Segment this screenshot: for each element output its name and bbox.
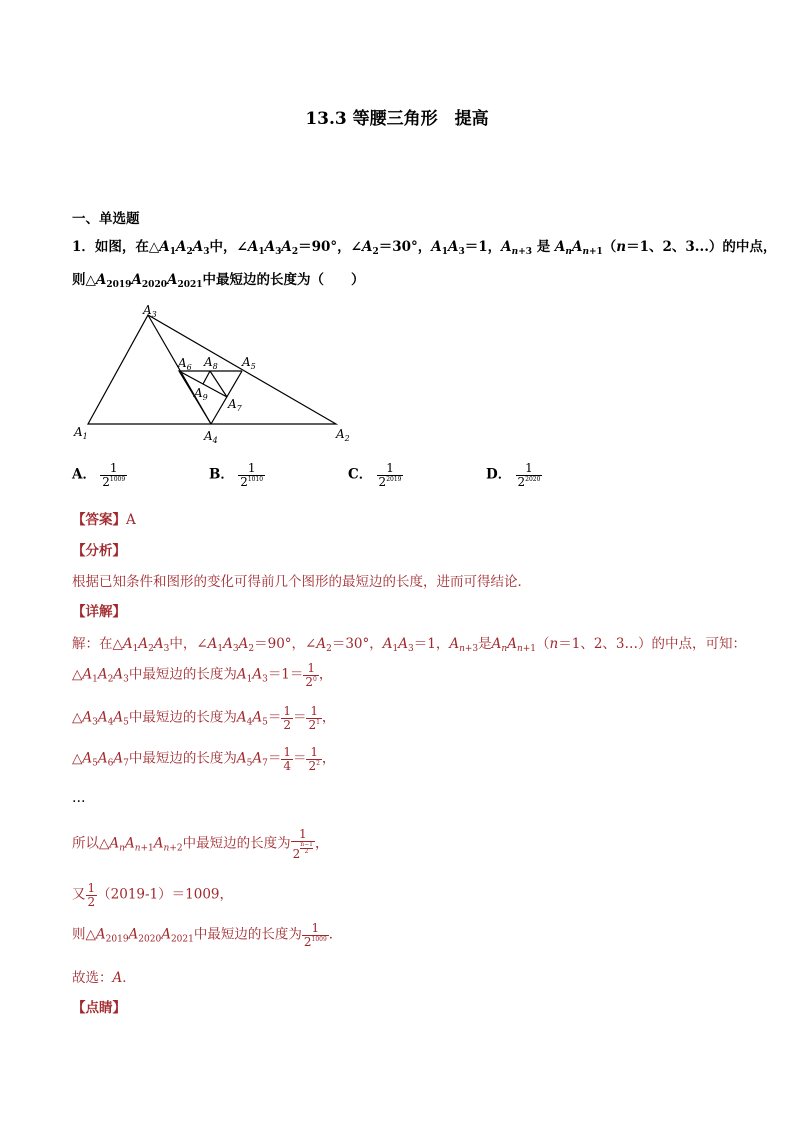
analysis-tag: 【分析】 (72, 543, 126, 559)
triangle-figure (70, 300, 370, 450)
section-heading: 一、单选题 (72, 211, 140, 227)
label-a7: $A_7$ (228, 397, 242, 413)
option-a[interactable]: A． $\frac{1}{2^{1009}}$ (72, 461, 126, 489)
segment-a8a7 (210, 371, 227, 397)
label-a3: $A_3$ (143, 303, 157, 319)
detail-line-2: $\triangle A_1A_2A_3$中最短边的长度为$A_1A_3=1=$ $\frac{1}{2^0}$ ， (72, 661, 333, 689)
detail-line-3: $\triangle A_3A_4A_5$中最短边的长度为$A_4A_5=$ $\frac{1}{2}$ ＝ $\frac{1}{2^1}$ ， (72, 704, 336, 732)
answer-value: A (126, 512, 136, 528)
detail-line-7: 则$\triangle A_{2019}A_{2020}A_{2021}$中最短边的长度为 $\frac{1}{2^{1009}}$ ． (72, 921, 343, 949)
question-line-2: 则$\triangle A_{2019}A_{2020}A_{2021}$中最短边的长度为（ ） (72, 272, 365, 290)
question-line-1: 1．如图，在$\triangle A_1A_2A_3$中，$\angle A_1A_3A_2=90^\circ$，$\angle A_2=30^\circ$，$A_1A_3=1$，$A_{n+3}$ 是 $A_nA_{n+1}(n=1$、2、3...）的中点， (72, 239, 777, 257)
detail-line-6: 又 $\frac{1}{2}$ （2019-1）＝1009， (72, 881, 234, 909)
detail-line-1: 解：在$\triangle A_1A_2A_3$中，$\angle A_1A_3A_2=90^\circ$，$\angle A_2=30^\circ$，$A_1A_3=1$，$A_{n+3}$是$A_nA_{n+1}(n=1$、2、3…）的中点，可知： (72, 636, 747, 654)
detail-line-5: 所以$\triangle A_nA_{n+1}A_{n+2}$中最短边的长度为 1 2 $^{\frac{n-1}{2}}$ ， (72, 827, 329, 861)
label-a2: $A_2$ (336, 427, 350, 443)
label-a5: $A_5$ (242, 355, 256, 371)
detail-tag: 【详解】 (72, 604, 126, 620)
label-a6: $A_6$ (178, 356, 192, 372)
option-d[interactable]: D． $\frac{1}{2^{2020}}$ (486, 461, 541, 489)
analysis-text: 根据已知条件和图形的变化可得前几个图形的最短边的长度，进而可得结论． (72, 574, 531, 590)
option-c[interactable]: C． $\frac{1}{2^{2019}}$ (348, 461, 402, 489)
option-b[interactable]: B． $\frac{1}{2^{1010}}$ (209, 461, 264, 489)
detail-line-4: $\triangle A_5A_6A_7$中最短边的长度为$A_5A_7=$ $\frac{1}{4}$ ＝ $\frac{1}{2^2}$ ， (72, 745, 336, 773)
answer-line (72, 508, 136, 528)
label-a8: $A_8$ (204, 355, 218, 371)
page-title: 13.3 等腰三角形 提高 (305, 109, 489, 129)
label-a1: $A_1$ (74, 425, 88, 441)
segment-a8a9 (203, 371, 210, 384)
detail-line-8: 故选：A． (72, 970, 136, 986)
answer-tag: 【答案】 (72, 512, 126, 528)
label-a4: $A_4$ (204, 429, 218, 445)
label-a9: $A_9$ (194, 386, 208, 402)
comment-tag: 【点睛】 (72, 1000, 126, 1016)
detail-ellipsis: … (72, 790, 86, 806)
